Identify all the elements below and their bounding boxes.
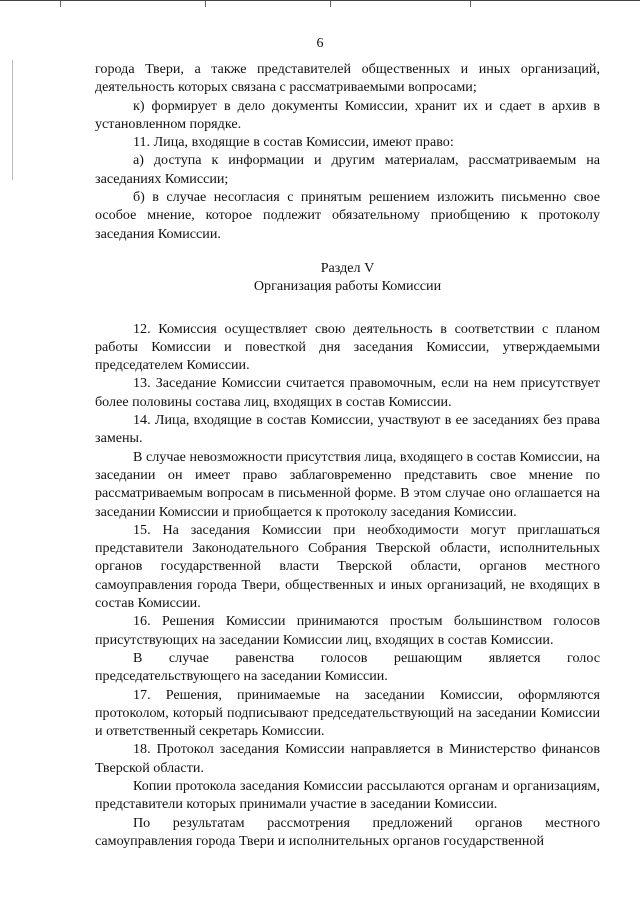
paragraph: б) в случае несогласия с принятым решением изложить письменно свое особое мнение, которое подлежит обязательному приобщению к протоколу заседания Комиссии. [95,189,600,242]
page-number: 6 [316,36,324,51]
paragraph: 13. Заседание Комиссии считается правомочным, если на нем присутствует более половины состава лиц, входящих в состав Комиссии. [95,375,600,410]
paragraph: По результатам рассмотрения предложений органов местного самоуправления города Твери и исполнительных органов государственной [95,814,600,849]
scan-mark [470,1,471,7]
paragraph: В случае невозможности присутствия лица, входящего в состав Комиссии, на заседании он имеет право заблаговременно представить свое мнение по рассматриваемым вопросам в письменной форме. В этом случае оно оглашается на заседании Комиссии и приобщается к протоколу заседания Комиссии. [95,448,600,520]
section-title: Организация работы Комиссии [253,278,442,295]
scan-mark [60,1,61,7]
paragraph: 17. Решения, принимаемые на заседании Комиссии, оформляются протоколом, который подписывают председательствующий на заседании Комиссии и ответственный секретарь Комиссии. [95,686,600,740]
paragraph: города Твери, а также представителей общественных и иных организаций, деятельность которых связана с рассматриваемыми вопросами; [95,61,600,96]
paragraph: 16. Решения Комиссии принимаются простым большинством голосов присутствующих на заседании Комиссии лиц, входящих в состав Комиссии. [95,613,600,648]
section-number: Раздел V [320,259,375,276]
paragraph: 15. На заседания Комиссии при необходимости могут приглашаться представители Законодательного Собрания Тверской области, исполнительных органов государственной власти Тверской области, органов местного самоуправления города Твери, общественных и иных организаций, не входящих в состав Комиссии. [95,521,600,612]
paragraph: В случае равенства голосов решающим является голос председательствующего на заседании Комиссии. [95,649,600,685]
paragraph: 18. Протокол заседания Комиссии направляется в Министерство финансов Тверской области. [95,741,600,776]
scan-mark [330,1,331,7]
document-body [95,60,600,850]
paragraph: 12. Комиссия осуществляет свою деятельность в соответствии с планом работы Комиссии и повесткой дня заседания Комиссии, утверждаемыми председателем Комиссии. [95,320,600,374]
paragraph: к) формирует в дело документы Комиссии, хранит их и сдает в архив в установленном порядке. [95,97,600,132]
spacer [95,243,600,259]
paragraph: Копии протокола заседания Комиссии рассылаются органам и организациям, представители которых принимали участие в заседании Комиссии. [95,777,600,813]
scan-left-edge [12,60,13,180]
paragraph: а) доступа к информации и другим материалам, рассматриваемым на заседаниях Комиссии; [95,152,600,187]
scan-top-border [0,0,640,11]
spacer [95,296,600,320]
paragraph: 11. Лица, входящие в состав Комиссии, имеют право: [133,134,454,151]
scan-mark [205,1,206,7]
paragraph: 14. Лица, входящие в состав Комиссии, участвуют в ее заседаниях без права замены. [95,412,600,447]
